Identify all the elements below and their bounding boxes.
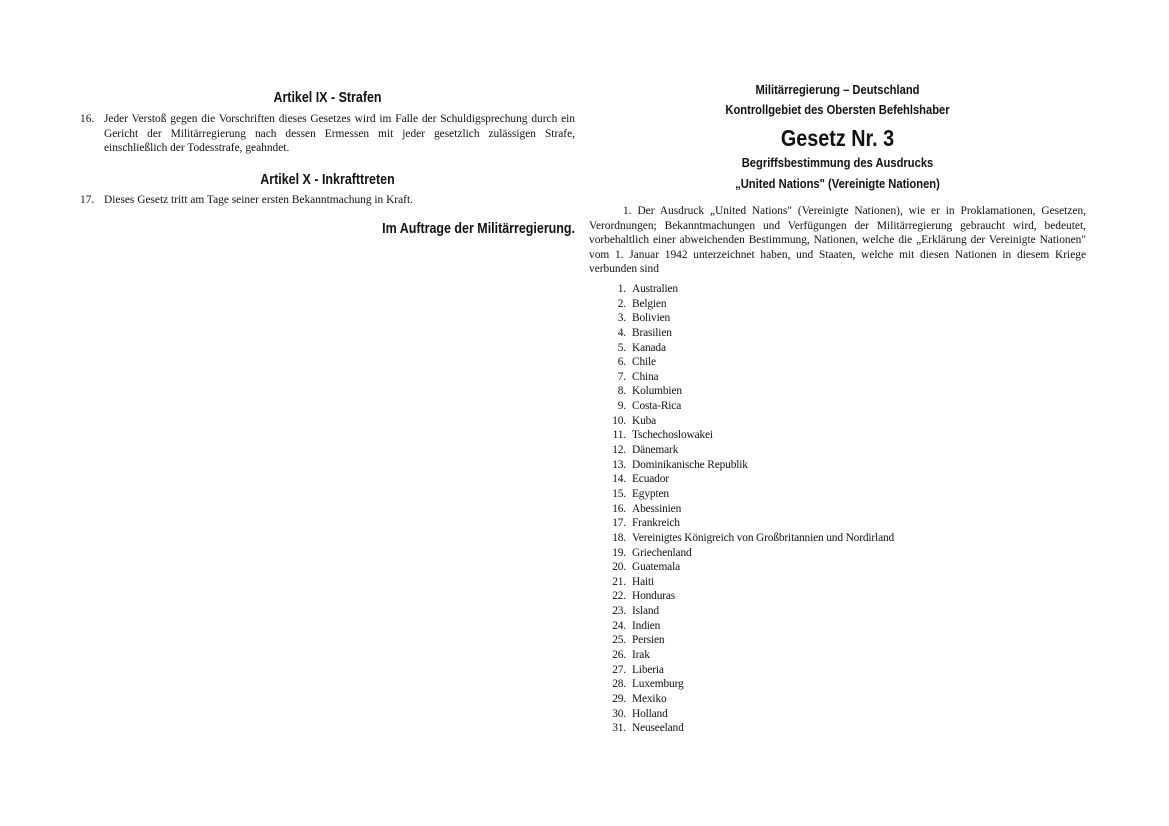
list-item: 15. Egypten xyxy=(612,487,669,500)
article-10-heading: Artikel X - Inkrafttreten xyxy=(260,171,395,188)
list-item: 13. Dominikanische Republik xyxy=(612,458,748,471)
list-item: 24. Indien xyxy=(612,619,661,632)
list-item: 8. Kolumbien xyxy=(617,385,682,398)
paragraph-17 xyxy=(80,193,575,208)
list-item: 1. Australien xyxy=(617,282,678,295)
list-item: 6. Chile xyxy=(617,356,656,369)
list-item: 11. Tschechoslowakei xyxy=(612,429,713,442)
list-item: 7. China xyxy=(617,370,659,383)
list-item: 28. Luxemburg xyxy=(612,678,684,691)
list-item: 3. Bolivien xyxy=(617,312,671,325)
list-item: 18. Vereinigtes Königreich von Großbritannien und Nordirland xyxy=(612,531,895,544)
paragraph-1: 1. Der Ausdruck „United Nations" (Vereinigte Nationen), wie er in Proklamationen, Gesetzen, Verordnungen; Bekanntmachungen und Verfügungen der Militärregierung gebraucht wird, bedeutet, vorbehaltlich einer abweichenden Bestimmung, Nationen, welche die „Erklärung der Vereinigte Nationen" vom 1. Januar 1942 unterzeichnet haben, und Staaten, welche mit diesen Nationen in diesem Kriege verbunden sind xyxy=(589,205,1086,276)
paragraph-16-number: 16. xyxy=(80,113,95,125)
right-column xyxy=(589,0,1086,736)
list-item: 26. Irak xyxy=(612,648,650,661)
article-9-heading: Artikel IX - Strafen xyxy=(273,90,382,106)
list-item: 4. Brasilien xyxy=(617,326,672,339)
list-item: 21. Haiti xyxy=(612,575,655,588)
paragraph-17-number: 17. xyxy=(80,193,95,206)
list-item: 25. Persien xyxy=(612,634,665,647)
list-item: 16. Abessinien xyxy=(612,502,682,515)
list-item: 2. Belgien xyxy=(617,297,667,310)
list-item: 22. Honduras xyxy=(612,590,676,603)
signature: Im Auftrage der Militärregierung. xyxy=(382,221,575,238)
list-item: 5. Kanada xyxy=(617,341,666,354)
header-line-2: Kontrollgebiet des Obersten Befehlshaber xyxy=(725,102,950,117)
list-item: 12. Dänemark xyxy=(612,444,679,457)
list-item: 20. Guatemala xyxy=(612,561,680,574)
list-item: 19. Griechenland xyxy=(612,546,692,559)
list-item: 30. Holland xyxy=(612,707,668,720)
paragraph-16-text: Jeder Verstoß gegen die Vorschriften dieses Gesetzes wird im Falle der Schuldigsprechung durch ein Gericht der Militärregierung nach dessen Ermessen mit jeder gesetzlich zulässigen Strafe, einschließlich der Todesstrafe, geahndet. xyxy=(104,113,575,155)
list-item: 23. Island xyxy=(612,605,659,618)
list-item: 9. Costa-Rica xyxy=(617,400,682,413)
subtitle-line-1: Begriffsbestimmung des Ausdrucks xyxy=(741,155,934,170)
list-item: 29. Mexiko xyxy=(612,692,667,705)
law-title: Gesetz Nr. 3 xyxy=(780,125,895,151)
list-item: 10. Kuba xyxy=(612,414,657,427)
left-column xyxy=(80,0,575,237)
list-item: 27. Liberia xyxy=(612,663,664,676)
list-item: 17. Frankreich xyxy=(612,517,680,530)
nations-list xyxy=(589,282,1086,736)
paragraph-16 xyxy=(80,112,575,156)
list-item: 14. Ecuador xyxy=(612,473,669,486)
header-line-1: Militärregierung – Deutschland xyxy=(755,82,920,97)
paragraph-17-text: Dieses Gesetz tritt am Tage seiner ersten Bekanntmachung in Kraft. xyxy=(104,193,413,206)
subtitle-line-2: „United Nations" (Vereinigte Nationen) xyxy=(735,176,940,191)
list-item: 31. Neuseeland xyxy=(612,722,684,735)
